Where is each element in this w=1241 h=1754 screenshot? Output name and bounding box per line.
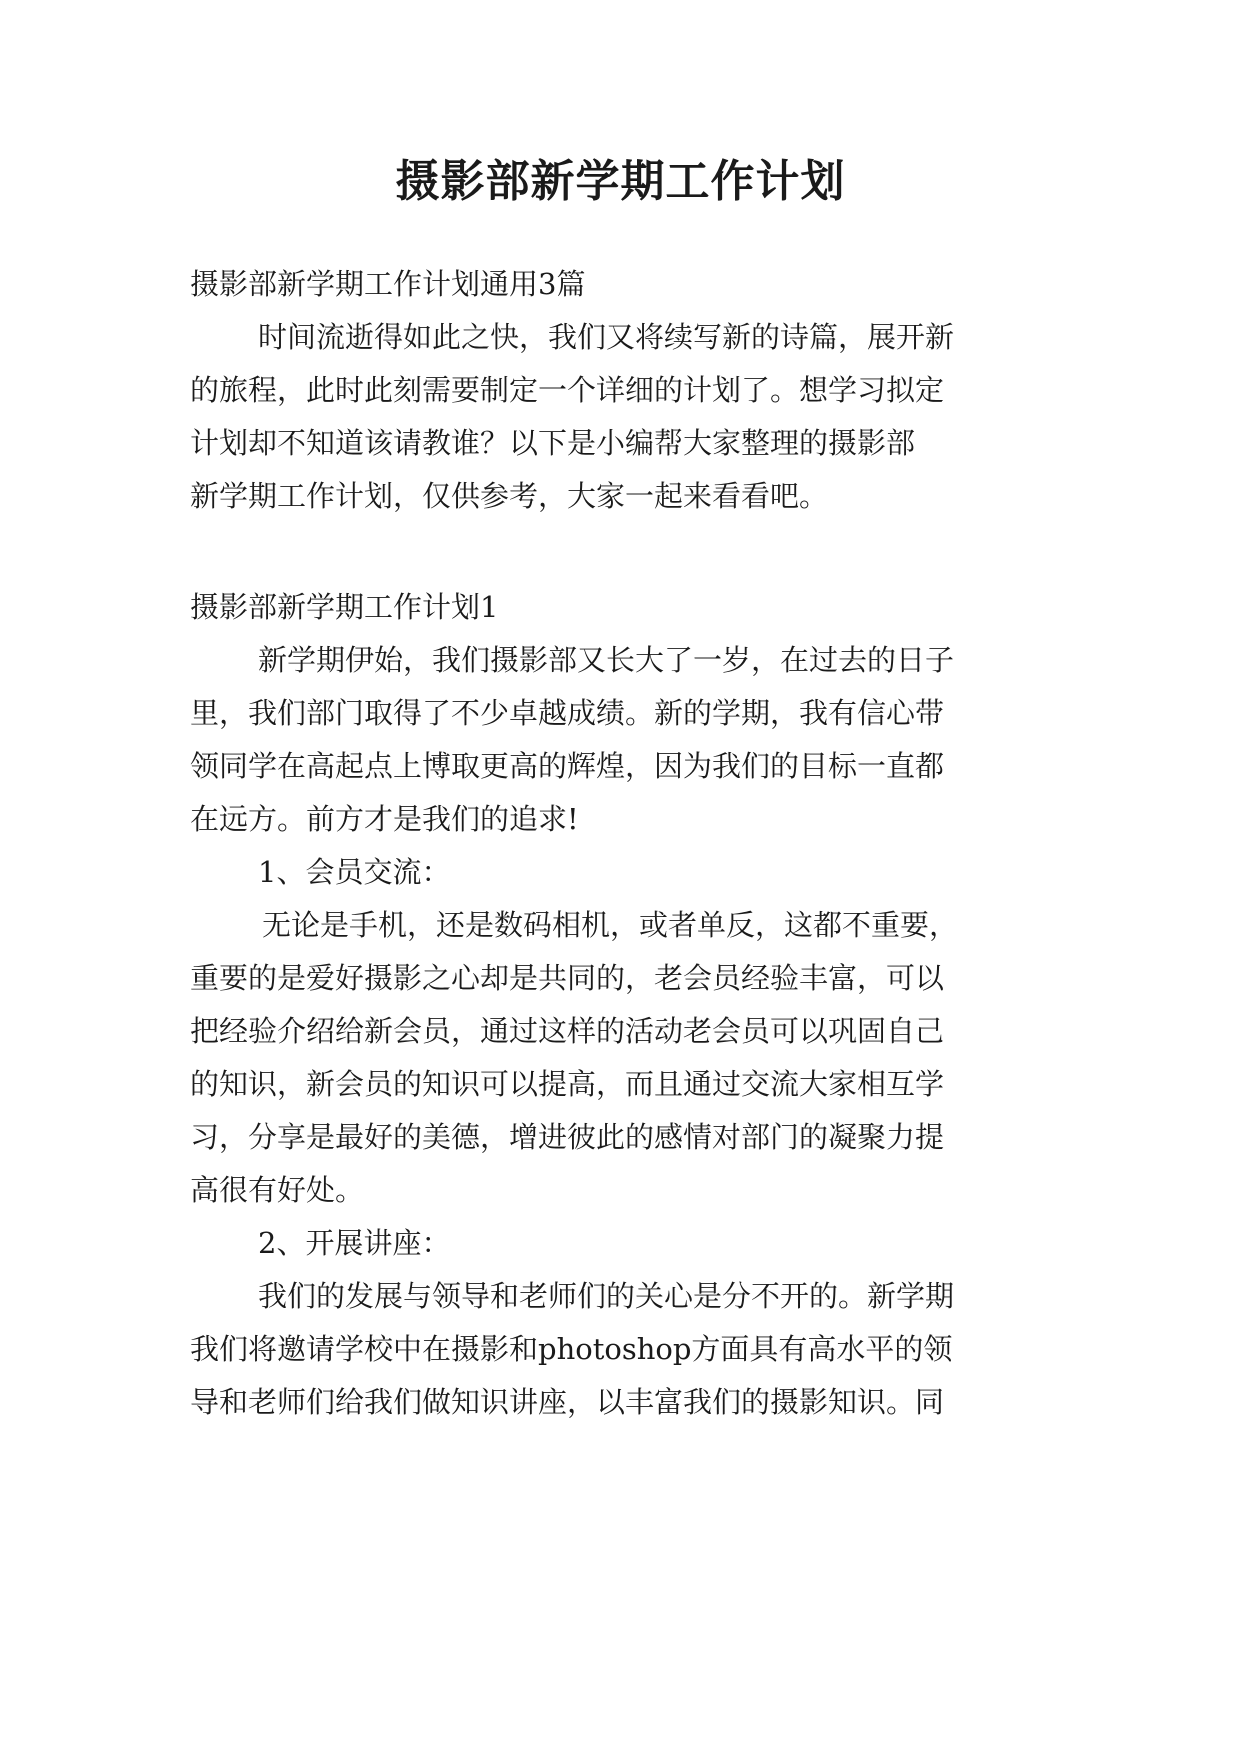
intro-line: 的旅程，此时此刻需要制定一个详细的计划了。想学习拟定: [190, 373, 945, 407]
intro-line: 新学期工作计划，仅供参考，大家一起来看看吧。: [190, 479, 829, 513]
item1-line: 无论是手机，还是数码相机，或者单反，这都不重要，: [262, 908, 959, 942]
intro-line: 时间流逝得如此之快，我们又将续写新的诗篇，展开新: [258, 320, 955, 354]
item2-line: 导和老师们给我们做知识讲座，以丰富我们的摄影知识。同: [190, 1385, 945, 1419]
item1-line: 习，分享是最好的美德，增进彼此的感情对部门的凝聚力提: [190, 1120, 945, 1154]
item2-heading: 2、开展讲座：: [258, 1226, 451, 1260]
document-subtitle: 摄影部新学期工作计划通用3篇: [190, 267, 586, 301]
item2-line: 我们将邀请学校中在摄影和photoshop方面具有高水平的领: [190, 1332, 953, 1366]
section-intro-line: 领同学在高起点上博取更高的辉煌，因为我们的目标一直都: [190, 749, 945, 783]
item1-line: 高很有好处。: [190, 1173, 365, 1207]
section-heading: 摄影部新学期工作计划1: [190, 590, 499, 624]
item1-line: 的知识，新会员的知识可以提高，而且通过交流大家相互学: [190, 1067, 945, 1101]
section-intro-line: 里，我们部门取得了不少卓越成绩。新的学期，我有信心带: [190, 696, 945, 730]
section-intro-line: 新学期伊始，我们摄影部又长大了一岁，在过去的日子: [258, 643, 955, 677]
item1-heading: 1、会员交流：: [258, 855, 451, 889]
intro-line: 计划却不知道该请教谁？以下是小编帮大家整理的摄影部: [190, 426, 916, 460]
section-intro-line: 在远方。前方才是我们的追求!: [190, 802, 579, 836]
item1-line: 把经验介绍给新会员，通过这样的活动老会员可以巩固自己: [190, 1014, 945, 1048]
item2-line: 我们的发展与领导和老师们的关心是分不开的。新学期: [258, 1279, 955, 1313]
item1-line: 重要的是爱好摄影之心却是共同的，老会员经验丰富，可以: [190, 961, 945, 995]
document-title: 摄影部新学期工作计划: [395, 156, 846, 207]
